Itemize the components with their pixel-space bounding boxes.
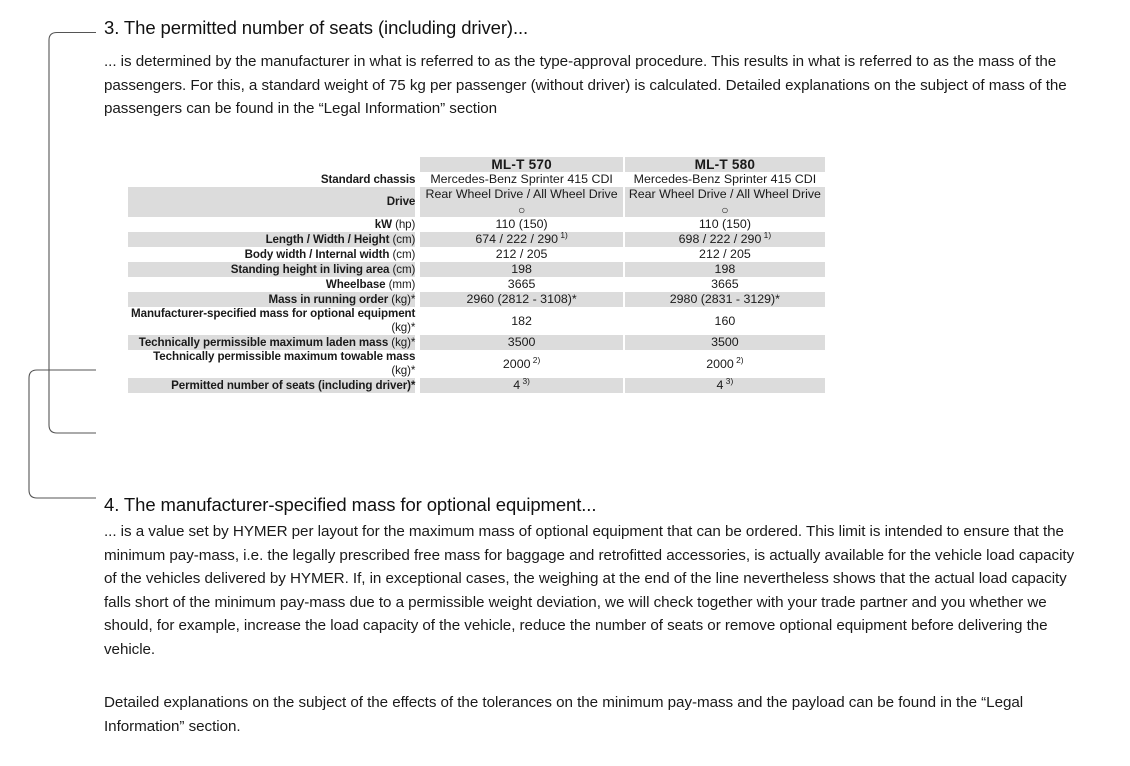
section-4-paragraph-2: Detailed explanations on the subject of the effects of the tolerances on the minimum pay-mass and the payload can be found in the “Legal Information” section. [104, 694, 1024, 735]
row-value [420, 307, 622, 335]
row-value [625, 172, 825, 187]
value-text: 698 / 222 / 290 [678, 232, 762, 246]
row-value [625, 375, 825, 393]
header-label-spacer [128, 157, 415, 172]
row-value [420, 350, 622, 378]
value-text: 110 (150) [495, 217, 548, 231]
row-label [128, 307, 415, 335]
value-text: Mercedes-Benz Sprinter 415 CDI [430, 172, 613, 186]
availability-circle-icon: ○ [721, 203, 729, 217]
value-text: 3665 [711, 277, 739, 291]
row-label-unit: (cm) [389, 247, 416, 261]
row-label-unit: (hp) [391, 217, 416, 231]
section-4-heading: 4. The manufacturer-specified mass for optional equipment... [104, 494, 597, 515]
row-value [625, 247, 825, 262]
value-text: 3500 [507, 335, 536, 349]
value-text: Rear Wheel Drive / All Wheel Drive [628, 187, 821, 201]
value-text: 198 [714, 262, 736, 276]
table-row [128, 187, 825, 217]
row-label-main: Technically permissible maximum laden mass [138, 335, 389, 349]
row-label [128, 350, 415, 378]
row-label-unit: (kg)* [391, 321, 416, 334]
row-value [625, 335, 825, 350]
value-text: Mercedes-Benz Sprinter 415 CDI [633, 172, 817, 186]
table-row [128, 247, 825, 262]
row-value [420, 229, 622, 247]
value-text: 4 [513, 378, 521, 392]
table-row [128, 292, 825, 307]
row-label-unit: (kg)* [391, 364, 416, 377]
footnote-marker: 3) [723, 375, 734, 386]
row-label [128, 247, 415, 262]
availability-circle-icon: ○ [517, 203, 526, 217]
value-text: 212 / 205 [495, 247, 548, 261]
row-label-main: Permitted number of seats (including driver)* [171, 378, 416, 392]
value-text: 2000 [502, 356, 531, 371]
table-row [128, 350, 825, 378]
row-label-main: Technically permissible maximum towable mass [153, 350, 416, 363]
table-row [128, 277, 825, 292]
row-label-main: Body width / Internal width [244, 247, 390, 261]
row-value [625, 229, 825, 247]
row-label-main: Drive [386, 195, 416, 208]
table-row [128, 262, 825, 277]
vehicle-specification-table [128, 157, 825, 393]
footnote-marker: 1) [761, 229, 772, 240]
table-head [128, 157, 825, 172]
column-header-model-2: ML-T 580 [625, 157, 825, 172]
footnote-marker: 2) [733, 354, 744, 365]
footnote-marker: 1) [558, 229, 568, 240]
bracket-section4-to-mass-row [29, 370, 96, 498]
section-3-paragraph: ... is determined by the manufacturer in what is referred to as the type-approval procedure. This results in what is referred to as the mass of the passengers. For this, a standard weight of 75 kg per passenger (without driver) is calculated. Detailed explanations on the subject of mass of the passengers can be found in the “Legal Information” section [104, 53, 1067, 117]
table-row [128, 217, 825, 232]
row-value [420, 375, 622, 393]
row-label [128, 262, 415, 277]
table-header-row [128, 157, 825, 172]
bracket-section3-to-seats-row [49, 33, 96, 434]
row-label [128, 335, 415, 350]
row-label-main: Standard chassis [320, 172, 416, 186]
table-row [128, 378, 825, 393]
section-3-heading: 3. The permitted number of seats (including driver)... [104, 17, 529, 38]
value-text: 182 [511, 313, 532, 328]
row-label-main: Standing height in living area [230, 262, 390, 276]
table-row [128, 232, 825, 247]
row-value [625, 277, 825, 292]
row-label [128, 232, 415, 247]
value-text: 198 [511, 262, 532, 276]
row-label [128, 277, 415, 292]
value-text: 2960 (2812 - 3108)* [466, 292, 577, 306]
row-label [128, 172, 415, 187]
section-4-paragraph-1: ... is a value set by HYMER per layout for the maximum mass of optional equipment that can be ordered. This limit is intended to ensure that the minimum pay-mass, i.e. the legally prescribed free mass for baggage and retrofitted accessories, is actually available for the vehicle load capacity of the vehicles delivered by HYMER. If, in exceptional cases, the weighing at the end of the line nevertheless shows that the actual load capacity falls short of the minimum pay-mass due to a permissible weight deviation, we will check together with your trade partner and you whether we should, for example, increase the load capacity of the vehicle, reduce the number of seats or remove optional equipment before delivering the vehicle. [104, 523, 1075, 658]
value-text: 674 / 222 / 290 [475, 232, 559, 246]
row-value [420, 277, 622, 292]
footnote-marker: 3) [520, 375, 530, 386]
row-label [128, 217, 415, 232]
row-label-main: kW [374, 217, 392, 231]
row-label-main: Mass in running order [268, 292, 389, 306]
table-body [128, 172, 825, 393]
row-value [625, 292, 825, 307]
row-label-main: Wheelbase [325, 277, 386, 291]
row-value [625, 307, 825, 335]
value-text: 212 / 205 [699, 247, 751, 261]
row-label [128, 378, 415, 393]
row-value [420, 217, 622, 232]
row-label-unit: (cm) [389, 232, 416, 246]
row-label-unit: (mm) [385, 277, 416, 291]
value-text: 3500 [711, 335, 739, 349]
row-value [420, 187, 622, 217]
row-value [420, 247, 622, 262]
value-text: 2000 [706, 356, 734, 371]
table-row [128, 307, 825, 335]
row-value [420, 262, 622, 277]
row-label-main: Length / Width / Height [265, 232, 390, 246]
row-value [625, 217, 825, 232]
row-value [420, 335, 622, 350]
value-text: 3665 [507, 277, 536, 291]
column-header-model-1: ML-T 570 [420, 157, 622, 172]
table-row [128, 172, 825, 187]
table-row [128, 335, 825, 350]
row-value [420, 172, 622, 187]
footnote-marker: 2) [530, 354, 541, 365]
row-value [625, 350, 825, 378]
value-text: Rear Wheel Drive / All Wheel Drive [425, 187, 618, 201]
value-text: 2980 (2831 - 3129)* [669, 292, 780, 306]
value-text: 160 [714, 313, 736, 328]
value-text: 110 (150) [698, 217, 751, 231]
row-label-unit: (kg)* [388, 335, 416, 349]
row-label-unit: (cm) [389, 262, 416, 276]
row-label-main: Manufacturer-specified mass for optional equipment [131, 307, 416, 320]
row-value [420, 292, 622, 307]
row-label [128, 292, 415, 307]
row-value [625, 262, 825, 277]
row-label-unit: (kg)* [388, 292, 416, 306]
row-value [625, 187, 825, 217]
row-label [128, 187, 415, 217]
value-text: 4 [716, 378, 724, 392]
